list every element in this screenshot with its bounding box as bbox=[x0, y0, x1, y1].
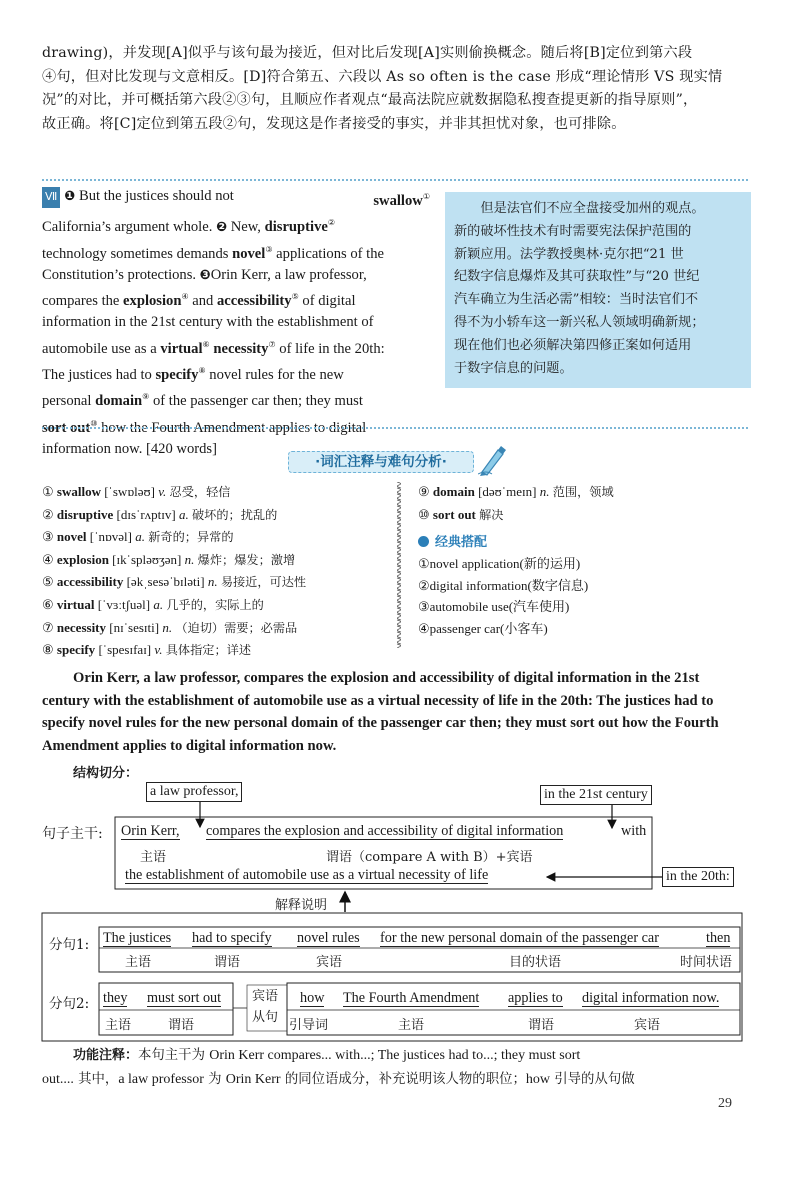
vocab-meaning: 几乎的，实际上的 bbox=[166, 597, 264, 612]
c1-predicate bbox=[192, 930, 272, 947]
passage-text: Orin Kerr, a law professor, bbox=[210, 266, 367, 283]
vocab-entry bbox=[42, 481, 306, 504]
vocab-word: necessity bbox=[213, 340, 269, 357]
vocab-headword: virtual bbox=[56, 596, 95, 612]
vocab-ipa: [dɪsˈrʌptɪv] bbox=[116, 506, 176, 522]
c1-predicate-label: 谓语 bbox=[214, 955, 241, 970]
main-clause-label: 句子主干: bbox=[42, 826, 103, 842]
notes-text: out.... bbox=[42, 1072, 74, 1087]
notes-text: 为 bbox=[203, 1072, 226, 1087]
c2-digital-info bbox=[582, 990, 719, 1007]
vocab-word: specify bbox=[155, 367, 199, 383]
c2-fourth-amendment bbox=[343, 990, 479, 1007]
passage-text: personal bbox=[42, 393, 96, 410]
vocab-number: ⑧ bbox=[42, 642, 54, 658]
vocab-word: virtual bbox=[160, 340, 203, 357]
vocab-marker: ⑧ bbox=[198, 366, 206, 376]
vocab-headword: disruptive bbox=[56, 506, 114, 522]
predicate-label: 谓语（compare A with B）+宾语 bbox=[326, 850, 533, 865]
collocation-item: ④passenger car(小客车) bbox=[418, 620, 548, 636]
paragraph-number: Ⅶ bbox=[42, 187, 60, 208]
vocab-pos: a. bbox=[178, 506, 189, 522]
vocab-number: ⑩ bbox=[418, 506, 430, 522]
passage-line bbox=[42, 212, 430, 238]
vocab-meaning: 忍受，轻信 bbox=[169, 485, 231, 499]
intro-line: drawing)，并发现[A]似乎与该句最为接近，但对比后发现[A]实则偷换概念。随后将[B]定位到第六段 bbox=[42, 45, 693, 61]
long-sentence-line: Orin Kerr, a law professor, compares the explosion and accessibility of digital information in the 21st bbox=[73, 670, 700, 686]
vocab-pos: v. bbox=[158, 484, 167, 499]
c2-applies-label: 谓语 bbox=[528, 1018, 555, 1033]
vocab-number: ④ bbox=[42, 551, 54, 567]
c2-predicate bbox=[147, 990, 221, 1007]
subject: Orin Kerr, bbox=[121, 823, 180, 839]
vocab-meaning: 破坏的；扰乱的 bbox=[191, 507, 278, 522]
passage-line bbox=[42, 286, 430, 312]
intro-paragraph bbox=[42, 42, 756, 136]
vocab-headword: sort out bbox=[432, 506, 476, 522]
vocab-entry bbox=[42, 504, 306, 527]
notes-text: 其中， bbox=[73, 1072, 119, 1087]
translation-line: 新颖应用。法学教授奥林·克尔把“21 世 bbox=[454, 246, 684, 262]
collocation-list bbox=[418, 553, 588, 639]
passage-line bbox=[42, 413, 430, 439]
notes-text: how bbox=[525, 1072, 550, 1087]
notes-text: Orin Kerr bbox=[225, 1072, 281, 1087]
c2-di-text: digital information now. bbox=[582, 990, 720, 1006]
passage-text: compares the bbox=[42, 293, 124, 310]
passage-text: The justices had to bbox=[42, 367, 156, 383]
vocab-pos: v. bbox=[154, 642, 163, 658]
vocab-number: ③ bbox=[42, 529, 54, 545]
vocab-entry bbox=[42, 639, 306, 662]
vocab-ipa: [ɪkˈspləʊʒən] bbox=[112, 551, 182, 567]
passage-text: automobile use as a bbox=[42, 340, 161, 357]
vocab-entry bbox=[42, 526, 306, 549]
time-20th-box: in the 20th: bbox=[662, 867, 734, 887]
vocab-number: ② bbox=[42, 506, 54, 522]
object-clause-label-1: 宾语 bbox=[252, 989, 279, 1004]
subject-text bbox=[121, 823, 180, 840]
collocation-item: ③automobile use(汽车使用) bbox=[418, 599, 570, 615]
passage-text: information now. [420 words] bbox=[42, 440, 217, 457]
c2-subject-label: 主语 bbox=[105, 1018, 132, 1033]
passage-text: of digital bbox=[298, 293, 356, 310]
vocab-ipa: [ˈvɜːtʃuəl] bbox=[97, 596, 151, 612]
notes-line bbox=[42, 1044, 754, 1068]
collocation-item: ②digital information(数字信息) bbox=[418, 577, 589, 593]
c2-applies bbox=[508, 990, 563, 1007]
notes-text: 引导的从句做 bbox=[550, 1072, 635, 1087]
passage-text: and bbox=[188, 293, 217, 310]
sentence-number: ❶ bbox=[64, 189, 76, 204]
collocation-heading bbox=[418, 531, 487, 550]
c1-then-label: 时间状语 bbox=[680, 955, 733, 970]
vocab-entry bbox=[42, 594, 306, 617]
object-clause-label-2: 从句 bbox=[252, 1010, 279, 1025]
long-sentence bbox=[42, 667, 754, 757]
c1-subject bbox=[103, 930, 171, 947]
predicate-object: compares the explosion and accessibility of digital information bbox=[206, 823, 564, 839]
c1-purpose bbox=[380, 930, 659, 947]
c2-subject-text: they bbox=[103, 990, 128, 1006]
vocab-ipa: [ˈspesɪfaɪ] bbox=[98, 642, 152, 658]
vocab-marker: ⑨ bbox=[142, 392, 150, 402]
vocab-headword: domain bbox=[432, 484, 475, 499]
vocab-number: ⑤ bbox=[42, 574, 54, 590]
passage-line bbox=[42, 360, 430, 386]
vocab-headword: novel bbox=[56, 529, 87, 545]
vocab-word: novel bbox=[232, 245, 266, 262]
vocab-word: accessibility bbox=[216, 293, 292, 310]
passage-text: novel rules for the new bbox=[205, 367, 344, 383]
subject-label: 主语 bbox=[140, 850, 167, 865]
vocab-marker: ⑩ bbox=[90, 418, 98, 428]
c1-subject-label: 主语 bbox=[125, 955, 152, 970]
vocab-marker: ② bbox=[327, 218, 336, 228]
passage-line bbox=[42, 386, 430, 412]
c2-fa-label: 主语 bbox=[398, 1018, 425, 1033]
vocab-entry bbox=[418, 504, 614, 527]
vocab-meaning: 新奇的；异常的 bbox=[148, 530, 234, 545]
vocab-marker: ③ bbox=[265, 244, 273, 254]
passage-text: of life in the 20th: bbox=[275, 340, 385, 357]
vocab-meaning: 范围，领域 bbox=[552, 485, 614, 499]
c1-then bbox=[706, 930, 730, 947]
notes-text: 本句主干为 bbox=[138, 1048, 210, 1063]
section-banner: ·词汇注释与难句分析· bbox=[288, 451, 474, 473]
passage-line bbox=[42, 312, 430, 333]
vocab-ipa: [ˈswɒləʊ] bbox=[104, 484, 155, 499]
vocab-word: disruptive bbox=[264, 219, 328, 236]
c1-subject-text: The justices bbox=[103, 930, 172, 946]
divider bbox=[42, 179, 748, 181]
c1-predicate-text: had to specify bbox=[192, 930, 272, 946]
c2-how-label: 引导词 bbox=[289, 1018, 329, 1033]
vocab-marker: ⑤ bbox=[291, 292, 299, 302]
vocab-word: domain bbox=[95, 393, 143, 410]
vocab-ipa: [əkˌsesəˈbɪləti] bbox=[126, 574, 205, 590]
passage-line bbox=[42, 239, 430, 265]
intro-line: ④句，但对比发现与文意相反。[D]符合第五、六段以 As so often is the case 形成“理论情形 VS 现实情 bbox=[42, 68, 723, 85]
vocab-meaning: 解决 bbox=[479, 507, 504, 522]
function-notes bbox=[42, 1044, 754, 1092]
vocab-pos: n. bbox=[184, 551, 195, 567]
passage-text: applications of the bbox=[272, 245, 384, 262]
collocation-item: ①novel application(新的运用) bbox=[418, 556, 581, 571]
notes-text: a law professor bbox=[118, 1072, 204, 1087]
appositive-box: a law professor, bbox=[146, 782, 242, 802]
vocab-entry bbox=[42, 549, 306, 572]
spiral-divider bbox=[393, 482, 405, 648]
translation-line: 纪数字信息爆炸及其可获取性”与“20 世纪 bbox=[454, 269, 700, 285]
vocab-headword: swallow bbox=[56, 484, 101, 499]
vocab-list-right bbox=[418, 481, 614, 526]
c1-purpose-label: 目的状语 bbox=[509, 955, 562, 970]
long-sentence-line: specify novel rules for the new personal domain of the passenger car then; they must sort out how the Fourth bbox=[42, 715, 719, 732]
c2-applies-text: applies to bbox=[508, 990, 563, 1006]
vocab-entry bbox=[418, 481, 614, 504]
divider bbox=[42, 427, 748, 429]
vocab-marker: ⑥ bbox=[202, 339, 210, 349]
c2-predicate-text: must sort out bbox=[147, 990, 222, 1006]
vocab-meaning: 具体指定；详述 bbox=[165, 643, 252, 658]
translation-line: 现在他们也必须解决第四修正案如何适用 bbox=[454, 337, 692, 353]
long-sentence-line: Amendment applies to digital information now. bbox=[42, 737, 337, 754]
c2-how-text: how bbox=[300, 990, 325, 1006]
c2-fa-text: The Fourth Amendment bbox=[343, 990, 480, 1006]
vocab-word: swallow bbox=[373, 192, 423, 209]
vocab-marker: ① bbox=[422, 192, 430, 201]
vocab-word: explosion bbox=[123, 293, 182, 310]
notes-text: 的同位语成分，补充说明该人物的职位； bbox=[280, 1072, 526, 1087]
c2-subject bbox=[103, 990, 127, 1007]
passage-line bbox=[42, 334, 430, 360]
translation-box bbox=[445, 192, 751, 388]
passage-text: information in the 21st century with the establishment of bbox=[42, 314, 374, 331]
vocab-marker: ④ bbox=[181, 292, 189, 302]
passage-text: how the Fourth Amendment applies to digital bbox=[97, 419, 367, 436]
with-text: with bbox=[621, 823, 647, 839]
explain-label: 解释说明 bbox=[275, 898, 328, 913]
vocab-pos: n. bbox=[207, 574, 218, 590]
sentence-number: ❷ bbox=[216, 220, 228, 236]
vocab-ipa: [ˈnɒvəl] bbox=[89, 529, 132, 545]
intro-line: 故正确。将[C]定位到第五段②句，发现这是作者接受的事实，并非其担忧对象，也可排除。 bbox=[42, 115, 626, 132]
vocab-headword: accessibility bbox=[56, 574, 124, 590]
c1-object-label: 宾语 bbox=[316, 955, 343, 970]
vocab-pos: a. bbox=[135, 529, 145, 545]
translation-line: 于数字信息的问题。 bbox=[454, 360, 573, 376]
translation-line: 得不为小轿车这一新兴私人领域明确新规； bbox=[454, 314, 705, 330]
time-adverbial-box: in the 21st century bbox=[540, 785, 652, 805]
vocab-pos: n. bbox=[539, 484, 550, 499]
translation-line: 汽车确立为生活必需”相较：当时法官们不 bbox=[454, 292, 699, 308]
c1-then-text: then bbox=[706, 930, 731, 946]
c2-how bbox=[300, 990, 324, 1007]
vocab-headword: specify bbox=[56, 642, 96, 658]
passage-line bbox=[42, 186, 430, 212]
structure-label: 结构切分： bbox=[73, 766, 139, 781]
c1-purpose-text: for the new personal domain of the passenger car bbox=[380, 930, 659, 946]
passage-text: technology sometimes demands bbox=[42, 245, 233, 262]
predicate-object-text bbox=[206, 823, 563, 840]
passage-line bbox=[42, 265, 430, 286]
vocab-pos: n. bbox=[162, 619, 173, 635]
vocab-marker: ⑦ bbox=[268, 339, 276, 349]
vocab-number: ⑥ bbox=[42, 596, 54, 612]
vocab-headword: explosion bbox=[56, 551, 109, 567]
notes-label: 功能注释： bbox=[73, 1048, 139, 1063]
vocab-entry bbox=[42, 571, 306, 594]
c1-object-text: novel rules bbox=[297, 930, 360, 946]
vocab-meaning: 易接近，可达性 bbox=[220, 575, 307, 590]
establishment: the establishment of automobile use as a virtual necessity of life bbox=[125, 867, 489, 883]
vocab-pos: a. bbox=[153, 596, 164, 612]
passage-paragraph bbox=[42, 186, 430, 460]
vocab-number: ⑨ bbox=[418, 484, 430, 499]
passage-text: California’s argument whole. bbox=[42, 219, 217, 236]
passage-text: New, bbox=[230, 219, 265, 236]
vocab-entry bbox=[42, 617, 306, 640]
intro-line: 况”的对比，并可概括第六段②③句，且顺应作者观点“最高法院应就数据隐私搜查提更新的指导原则”， bbox=[42, 92, 698, 108]
vocab-ipa: [nɪˈsesɪti] bbox=[109, 619, 160, 635]
vocab-headword: necessity bbox=[56, 619, 107, 635]
bullet-dot-icon bbox=[418, 536, 429, 547]
vocab-number: ① bbox=[42, 484, 54, 499]
clause1-label: 分句1: bbox=[49, 937, 90, 953]
vocab-meaning: 爆炸；爆发；激增 bbox=[197, 552, 296, 567]
sentence-number: ❸ bbox=[199, 267, 211, 283]
long-sentence-line: century with the establishment of automobile use as a virtual necessity of life in the 20th: The justices had to bbox=[42, 692, 714, 709]
passage-text: Constitution’s protections. bbox=[42, 266, 200, 283]
structure-diagram-lines bbox=[0, 770, 800, 1050]
c2-predicate-label: 谓语 bbox=[168, 1018, 195, 1033]
vocab-word: sort out bbox=[42, 419, 91, 436]
passage-text: of the passenger car then; they must bbox=[149, 393, 363, 410]
vocab-number: ⑦ bbox=[42, 619, 54, 635]
establishment-text bbox=[125, 867, 488, 884]
c2-di-label: 宾语 bbox=[634, 1018, 661, 1033]
vocab-ipa: [dəʊˈmeɪn] bbox=[478, 484, 537, 499]
notes-line bbox=[42, 1068, 754, 1092]
clause2-label: 分句2: bbox=[49, 996, 90, 1012]
translation-line: 新的破坏性技术有时需要宪法保护范围的 bbox=[454, 223, 692, 239]
translation-line: 但是法官们不应全盘接受加州的观点。 bbox=[480, 201, 705, 216]
c1-object bbox=[297, 930, 360, 947]
vocab-list-left bbox=[42, 481, 306, 662]
collocation-title: 经典搭配 bbox=[435, 535, 488, 550]
passage-text: But the justices should not bbox=[79, 188, 234, 204]
notes-text: Orin Kerr compares... with...; The justices had to...; they must sort bbox=[209, 1048, 581, 1063]
vocab-meaning: （迫切）需要；必需品 bbox=[175, 620, 298, 635]
page-number: 29 bbox=[718, 1096, 732, 1111]
pen-icon bbox=[478, 444, 508, 476]
